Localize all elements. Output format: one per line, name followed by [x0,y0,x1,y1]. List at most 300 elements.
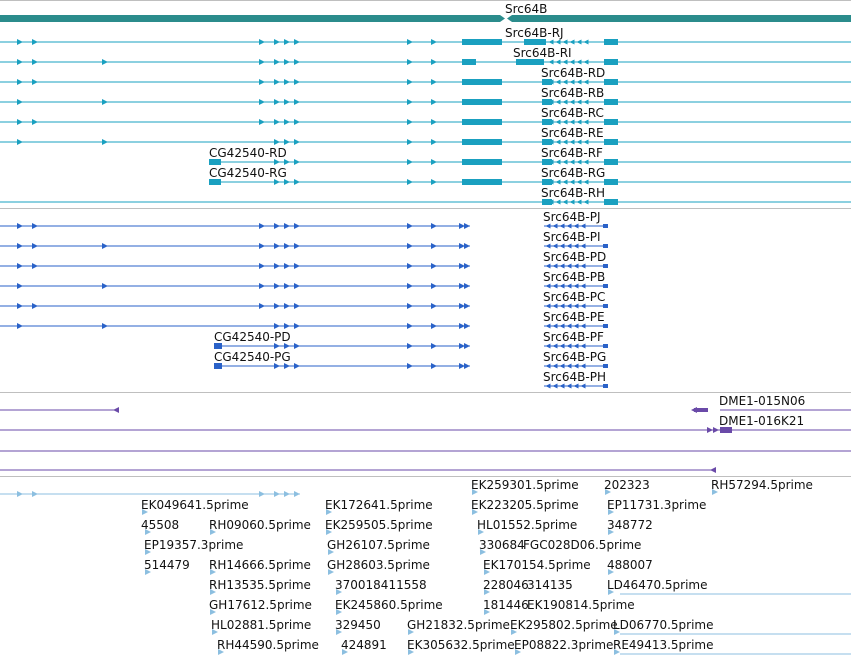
protein-arrow [567,284,572,289]
mrna-arrow [259,99,265,105]
cg-protein-label-pg[interactable]: CG42540-PG [214,350,291,364]
est-label[interactable]: EK295802.5prime [510,618,618,632]
mrna-arrow [570,180,575,185]
est-label[interactable]: EK305632.5prime [407,638,515,652]
mrna-arrow [407,119,413,125]
protein-arrow [407,283,413,289]
protein-arrow [274,323,280,329]
mrna-arrow [407,99,413,105]
cdna-arrow [691,407,697,413]
protein-arrow [553,344,558,349]
est-label[interactable]: EK223205.5prime [471,498,579,512]
protein-arrow [567,364,572,369]
est-label[interactable]: 202323 [604,478,650,492]
gene-bar [512,15,851,22]
protein-arrow [17,283,23,289]
protein-exon [603,284,608,288]
est-label[interactable]: GH21832.5prime [407,618,510,632]
mrna-arrow [563,160,568,165]
mrna-exon [604,39,618,45]
est-label[interactable]: LD46470.5prime [607,578,708,592]
mrna-arrow [407,139,413,145]
mrna-arrow [556,40,561,45]
mrna-arrow [407,179,413,185]
gene-bar [0,15,500,22]
mrna-arrow [556,180,561,185]
protein-arrow [546,384,551,389]
protein-arrow [407,303,413,309]
mrna-exon [462,119,502,125]
mrna-exon [604,159,618,165]
protein-arrow [294,283,300,289]
mrna-arrow [570,120,575,125]
est-label[interactable]: RH57294.5prime [711,478,813,492]
cdna-arrow [113,407,119,413]
mrna-label-rc[interactable]: Src64B-RC [541,106,604,120]
protein-arrow [581,344,586,349]
mrna-arrow [102,99,108,105]
mrna-exon [604,119,618,125]
est-arrow [259,491,265,497]
mrna-arrow [284,79,290,85]
mrna-exon [462,139,502,145]
mrna-arrow [563,200,568,205]
est-label[interactable]: RH13535.5prime [209,578,311,592]
mrna-label-rd[interactable]: Src64B-RD [541,66,606,80]
protein-arrow [102,283,108,289]
protein-arrow [546,304,551,309]
mrna-arrow [556,140,561,145]
protein-arrow [581,244,586,249]
protein-label-pg[interactable]: Src64B-PG [543,350,607,364]
mrna-arrow [274,39,280,45]
est-label[interactable]: GH26107.5prime [327,538,430,552]
protein-exon [603,264,608,268]
mrna-arrow [577,120,582,125]
mrna-arrow [577,160,582,165]
protein-arrow [553,284,558,289]
protein-arrow [567,304,572,309]
cg-mrna-label-rg[interactable]: CG42540-RG [209,166,287,180]
protein-arrow [17,223,23,229]
mrna-arrow [294,159,300,165]
cdna-label-016k21[interactable]: DME1-016K21 [719,414,805,428]
mrna-label-rf[interactable]: Src64B-RF [541,146,603,160]
est-arrow [294,491,300,497]
protein-exon [603,224,608,228]
mrna-arrow [556,100,561,105]
protein-arrow [581,284,586,289]
est-label[interactable]: 424891 [341,638,387,652]
protein-arrow [553,384,558,389]
mrna-label-rh[interactable]: Src64B-RH [541,186,606,200]
mrna-arrow [274,119,280,125]
mrna-exon [604,99,618,105]
protein-arrow [560,324,565,329]
cdna-label-015n06[interactable]: DME1-015N06 [719,394,806,408]
mrna-arrow [431,139,437,145]
mrna-arrow [294,139,300,145]
protein-arrow [274,303,280,309]
protein-exon [603,304,608,308]
est-arrow [284,491,290,497]
protein-arrow [560,244,565,249]
mrna-arrow [584,160,589,165]
protein-arrow [431,323,437,329]
protein-arrow [560,384,565,389]
mrna-arrow [431,179,437,185]
est-label[interactable]: HL01552.5prime [477,518,578,532]
mrna-arrow [102,139,108,145]
est-label[interactable]: RH44590.5prime [217,638,319,652]
mrna-exon [462,99,502,105]
mrna-arrow [407,159,413,165]
mrna-arrow [294,79,300,85]
mrna-arrow [570,40,575,45]
mrna-exon [462,79,502,85]
protein-arrow [574,364,579,369]
protein-arrow [17,263,23,269]
est-label[interactable]: EK259505.5prime [325,518,433,532]
mrna-arrow [556,200,561,205]
mrna-arrow [294,119,300,125]
cg-protein-label-pd[interactable]: CG42540-PD [214,330,291,344]
mrna-arrow [577,140,582,145]
mrna-exon [604,179,618,185]
protein-arrow [553,244,558,249]
protein-arrow [32,263,38,269]
protein-exon [603,384,608,388]
protein-exon [603,244,608,248]
protein-arrow [259,283,265,289]
protein-label-pb[interactable]: Src64B-PB [543,270,606,284]
protein-arrow [560,284,565,289]
protein-arrow [431,363,437,369]
est-label[interactable]: 228046 [483,578,529,592]
mrna-arrow [563,80,568,85]
est-label[interactable]: 314135 [527,578,573,592]
mrna-arrow [294,59,300,65]
protein-arrow [553,324,558,329]
protein-arrow [553,364,558,369]
mrna-arrow [431,39,437,45]
protein-arrow [574,324,579,329]
mrna-arrow [584,140,589,145]
mrna-arrow [563,140,568,145]
mrna-arrow [584,200,589,205]
est-label[interactable]: EP11731.3prime [607,498,707,512]
protein-arrow [284,263,290,269]
mrna-arrow [577,200,582,205]
mrna-arrow [284,59,290,65]
mrna-arrow [563,60,568,65]
mrna-arrow [556,120,561,125]
mrna-label-ri[interactable]: Src64B-RI [513,46,572,60]
protein-arrow [284,223,290,229]
mrna-arrow [556,160,561,165]
est-label[interactable]: LD06770.5prime [613,618,714,632]
protein-arrow [560,364,565,369]
protein-arrow [574,304,579,309]
mrna-arrow [102,59,108,65]
mrna-arrow [577,180,582,185]
mrna-label-rj[interactable]: Src64B-RJ [505,26,564,40]
protein-arrow [284,323,290,329]
mrna-arrow [274,99,280,105]
cg-mrna-label-rd[interactable]: CG42540-RD [209,146,287,160]
protein-arrow [464,223,470,229]
est-label[interactable]: 330684 [479,538,525,552]
mrna-arrow [584,180,589,185]
protein-label-pd[interactable]: Src64B-PD [543,250,607,264]
mrna-arrow [407,59,413,65]
protein-arrow [431,263,437,269]
est-label[interactable]: 45508 [141,518,180,532]
protein-arrow [17,303,23,309]
protein-arrow [102,323,108,329]
est-label[interactable]: EK245860.5prime [335,598,443,612]
mrna-arrow [17,39,23,45]
protein-exon [603,344,608,348]
mrna-arrow [32,39,38,45]
mrna-arrow [17,59,23,65]
mrna-arrow [584,40,589,45]
protein-arrow [32,243,38,249]
protein-arrow [546,324,551,329]
protein-arrow [574,384,579,389]
protein-arrow [431,283,437,289]
protein-arrow [574,244,579,249]
protein-arrow [294,243,300,249]
mrna-arrow [17,139,23,145]
protein-arrow [32,223,38,229]
protein-arrow [407,243,413,249]
mrna-arrow [284,139,290,145]
protein-arrow [17,243,23,249]
est-label[interactable]: 348772 [607,518,653,532]
mrna-arrow [584,60,589,65]
protein-arrow [567,324,572,329]
gene-bar-cap [500,15,505,22]
est-label[interactable]: EK172641.5prime [325,498,433,512]
protein-arrow [431,243,437,249]
mrna-arrow [294,179,300,185]
protein-arrow [294,263,300,269]
protein-arrow [431,343,437,349]
mrna-arrow [556,60,561,65]
protein-arrow [407,343,413,349]
mrna-arrow [17,79,23,85]
est-label[interactable]: HL02881.5prime [211,618,312,632]
mrna-arrow [570,160,575,165]
mrna-exon [462,59,476,65]
cdna-arrow [710,467,716,473]
gene-bar-cap [507,15,512,22]
mrna-arrow [570,100,575,105]
est-label[interactable]: 514479 [144,558,190,572]
mrna-arrow [549,60,554,65]
protein-arrow [259,303,265,309]
protein-arrow [581,364,586,369]
protein-arrow [560,224,565,229]
protein-label-pc[interactable]: Src64B-PC [543,290,606,304]
mrna-label-re[interactable]: Src64B-RE [541,126,604,140]
protein-arrow [464,263,470,269]
est-label[interactable]: 488007 [607,558,653,572]
mrna-arrow [431,59,437,65]
mrna-arrow [259,39,265,45]
protein-exon [603,364,608,368]
protein-arrow [294,223,300,229]
protein-arrow [274,283,280,289]
protein-exon [603,324,608,328]
est-label[interactable]: EP19357.3prime [144,538,244,552]
mrna-arrow [294,39,300,45]
protein-arrow [464,343,470,349]
mrna-arrow [274,79,280,85]
protein-arrow [567,384,572,389]
est-label[interactable]: GH28603.5prime [327,558,430,572]
protein-arrow [553,224,558,229]
protein-arrow [407,223,413,229]
gene-label[interactable]: Src64B [505,2,548,16]
mrna-arrow [32,59,38,65]
mrna-arrow [570,80,575,85]
protein-arrow [274,223,280,229]
protein-arrow [17,323,23,329]
protein-arrow [567,344,572,349]
protein-arrow [581,224,586,229]
protein-arrow [407,263,413,269]
protein-arrow [546,364,551,369]
protein-arrow [546,224,551,229]
protein-arrow [546,244,551,249]
mrna-exon [604,59,618,65]
protein-arrow [294,363,300,369]
protein-arrow [431,223,437,229]
protein-arrow [294,323,300,329]
protein-arrow [581,324,586,329]
mrna-arrow [274,139,280,145]
protein-label-pi[interactable]: Src64B-PI [543,230,601,244]
protein-arrow [294,343,300,349]
protein-arrow [553,304,558,309]
cdna-arrow [707,427,713,433]
protein-arrow [431,303,437,309]
mrna-arrow [259,79,265,85]
mrna-label-rb[interactable]: Src64B-RB [541,86,605,100]
protein-arrow [102,243,108,249]
protein-arrow [553,264,558,269]
mrna-arrow [570,60,575,65]
protein-arrow [560,264,565,269]
mrna-arrow [284,99,290,105]
protein-arrow [567,224,572,229]
mrna-arrow [32,79,38,85]
mrna-arrow [431,119,437,125]
est-label[interactable]: 181446 [483,598,529,612]
protein-arrow [464,303,470,309]
protein-arrow [546,344,551,349]
protein-arrow [464,283,470,289]
protein-arrow [259,243,265,249]
protein-arrow [464,363,470,369]
protein-label-ph[interactable]: Src64B-PH [543,370,606,384]
mrna-arrow [284,39,290,45]
mrna-arrow [584,80,589,85]
est-label[interactable]: RH09060.5prime [209,518,311,532]
mrna-arrow [570,200,575,205]
mrna-arrow [584,120,589,125]
protein-arrow [464,323,470,329]
protein-arrow [259,263,265,269]
protein-arrow [560,304,565,309]
protein-arrow [32,303,38,309]
protein-arrow [294,303,300,309]
mrna-arrow [274,59,280,65]
mrna-exon [462,159,502,165]
protein-arrow [546,284,551,289]
est-label[interactable]: FGC028D06.5prime [523,538,642,552]
protein-arrow [567,264,572,269]
protein-arrow [574,284,579,289]
mrna-arrow [563,100,568,105]
est-label[interactable]: RE49413.5prime [613,638,714,652]
protein-arrow [581,264,586,269]
mrna-label-rg[interactable]: Src64B-RG [541,166,606,180]
est-label[interactable]: EK190814.5prime [527,598,635,612]
protein-arrow [574,344,579,349]
est-label[interactable]: 370018411558 [335,578,427,592]
mrna-arrow [17,119,23,125]
est-label[interactable]: EK259301.5prime [471,478,579,492]
protein-arrow [259,223,265,229]
est-label[interactable]: EP08822.3prime [514,638,614,652]
est-label[interactable]: EK049641.5prime [141,498,249,512]
est-label[interactable]: EK170154.5prime [483,558,591,572]
mrna-exon [462,179,502,185]
mrna-arrow [563,180,568,185]
mrna-exon [604,199,618,205]
protein-label-pe[interactable]: Src64B-PE [543,310,605,324]
mrna-arrow [407,39,413,45]
protein-arrow [464,243,470,249]
mrna-arrow [563,120,568,125]
mrna-arrow [284,119,290,125]
mrna-exon [604,79,618,85]
protein-arrow [407,363,413,369]
protein-arrow [284,283,290,289]
est-label[interactable]: RH14666.5prime [209,558,311,572]
mrna-arrow [563,40,568,45]
protein-arrow [407,323,413,329]
protein-arrow [284,303,290,309]
mrna-arrow [570,140,575,145]
mrna-arrow [584,100,589,105]
mrna-arrow [17,99,23,105]
mrna-arrow [556,80,561,85]
mrna-arrow [431,99,437,105]
protein-arrow [574,224,579,229]
protein-label-pj[interactable]: Src64B-PJ [543,210,601,224]
mrna-exon [462,39,502,45]
mrna-arrow [259,59,265,65]
est-label[interactable]: GH17612.5prime [209,598,312,612]
protein-label-pf[interactable]: Src64B-PF [543,330,604,344]
protein-arrow [546,264,551,269]
mrna-arrow [431,159,437,165]
est-label[interactable]: 329450 [335,618,381,632]
